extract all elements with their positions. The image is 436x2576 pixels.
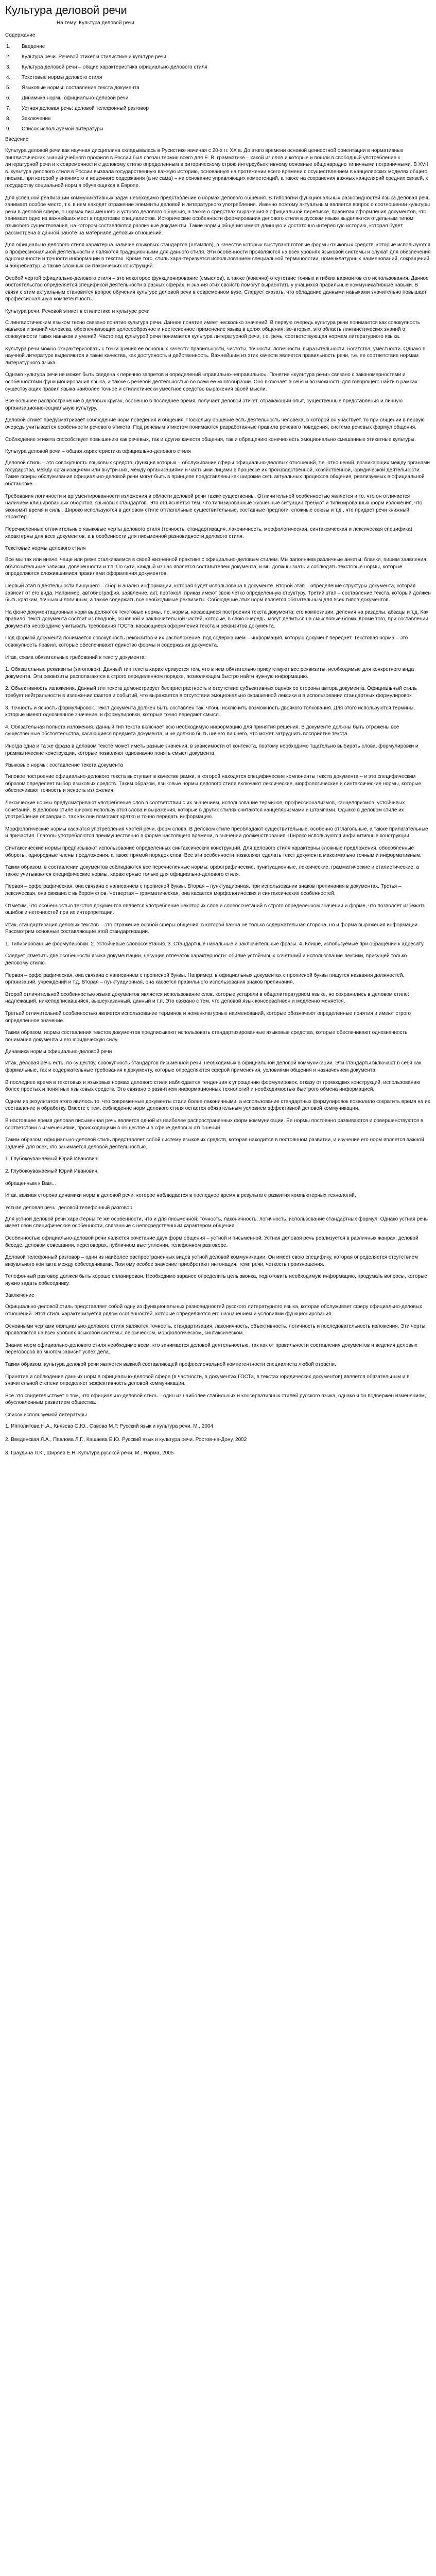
toc-item-label: Список используемой литературы (22, 126, 103, 132)
paragraph: Особой чертой официально-делового стиля – это некоторое функционирование (смыслов), а также (конечно) отсутствие точных и гибких вариантов его использования. Данное обстоятельство определяется спецификой деятельности в разных сферах, и знания этих свойств помогут выработать у учащихся правильные коммуникативные навыки. В связи с этим актуальным становится вопрос обучения культуре деловой речи в современном вузе. Следует сказать, что обладание данными навыками значительно повышает профессиональную компетентность. (5, 275, 429, 302)
paragraph: Итак, схема обязательных требований к тексту документа: (5, 654, 146, 660)
section-heading: Устная деловая речь: деловой телефонный разговор (5, 1205, 132, 1211)
paragraph: Однако культура речи не может быть сведена к перечню запретов и определений «правильно-неправильно». Понятие «культура речи» связано с закономерностями и особенностями функционирования языка, а также с речевой деятельностью во всем ее многообразии. Оно включает в себя и возможность для говорящего найти в рамках существующих правил языка наиболее точное и стилистически уместное средство выражения своей мысли. (5, 372, 417, 392)
paragraph: Лексические нормы предусматривают употребление слов в соответствии с их значением, использование терминов, профессионализмов, канцеляризмов, устойчивых сочетаний. В деловом стиле широко используются слова и выражения, которые в других стилях считаются канцеляризмами и штампами. Однако в деловом стиле их употребление оправдано, так как они помогают кратко и точно передать информацию. (5, 800, 405, 820)
paragraph: Все это свидетельствует о том, что официально-деловой стиль – один из наиболее стабильных и консервативных стилей русского языка, однако и он подвержен изменениям, обусловленным развитием общества. (5, 1393, 426, 1406)
section-heading: Культура речи. Речевой этикет в стилистике и культуре речи (5, 308, 150, 314)
section-heading: Культура деловой речи – общая характеристика официально-делового стиля (5, 449, 191, 455)
section-heading: Введение (5, 137, 29, 142)
paragraph: Для устной деловой речи характерны те же особенности, что и для письменной: точность, лаконичность, логичность, использование стандартных формул. Однако устная речь имеет свои специфические особенности, связанные с непосредственным характером общения. (5, 1216, 428, 1229)
toc-item-number: 6. (6, 95, 11, 101)
paragraph: Официально-деловой стиль представляет собой одну из функциональных разновидностей русского литературного языка, которая обслуживает сферу официально-деловых отношений. Этот стиль характеризуется рядом особенностей, которые определяются его назначением и условиями функционирования. (5, 1304, 422, 1317)
paragraph: Деловой стиль – это совокупность языковых средств, функция которых – обслуживание сферы официально-деловых отношений, т.е. отношений, возникающих между органами государства, между организациями или внутри них, между организациями и частными лицами в процессе их производственной, хозяйственной, юридической деятельности. Такие сферы обслуживания официально-деловой речи могут быть в принципе представлены как широкие сеть актуальных процессов общения, реализуемых в официальной обстановке. (5, 460, 430, 487)
paragraph: Таким образом, официально-деловой стиль представляет собой систему языковых средств, которая находится в постоянном развитии, и изучение его норм является важной задачей для всех, кто занимается деловой деятельностью. (5, 1137, 424, 1150)
paragraph: Все большее распространение в деловых кругах, особенно в последнее время, получает деловой этикет, отражающий опыт, существенные представления и личную организационно-социальную культуру. (5, 398, 403, 411)
paragraph: Первая – орфографическая, она связана с написанием с прописной буквы. Вторая – пунктуационная, при использовании знаков препинания в документах. Третья – лексическая, она связана с выбором слов. Четвертая – грамматическая, она касается морфологических и синтаксических особенностей. (5, 884, 402, 896)
paragraph: Одним из результатов этого явилось то, что современные документы стали более лаконичными, а использование стандартных формулировок позволило сократить время на их составление и обработку. Вместе с тем, соблюдение норм делового стиля остается обязательным условием эффективной деловой коммуникации. (5, 1098, 430, 1112)
paragraph: Требования логичности и аргументированности изложения в области деловой речи также существенны. Отличительной особенностью является и то, что он отличается наличием клишированных оборотов, языковых стандартов. Это объясняется тем, что типизированные жизненные ситуации требуют и типизированных форм изложения, что экономит время и силы. Широко используются в деловом стиле отглагольные существительные, составные предлоги, сложные союзы и т.д., что придает речи книжный характер. (5, 493, 423, 520)
paragraph: Таким образом, нормы составления текстов документов предписывают использовать стандартизированные языковые средства, которые обеспечивают однозначность понимания документа и его юридическую силу. (5, 1030, 408, 1043)
paragraph: В последнее время в текстовых и языковых нормах делового стиля наблюдается тенденция к упрощению формулировок, отказу от громоздких конструкций, использованию более простых и понятных языковых средств. Это связано с развитием информационных технологий и необходимостью быстрого обмена информацией. (5, 1079, 421, 1093)
paragraph: 2. Объективность изложения. Данный тип текста демонстрирует беспристрастность и отсутствие субъективных оценок со стороны автора документа. Официальный стиль требует нейтральности в изложении фактов и событий, что выражается в отсутствии эмоционально окрашенной лексики и в использовании стандартных формулировок. (5, 686, 417, 699)
paragraph: обращенным к Вам... (5, 1180, 56, 1187)
paragraph: Культура деловой речи как научная дисциплина складывалась в Русистике начиная с 20-х гг. XX в. До этого времени основой ценностной ориентации в нормативных лингвистических знаний учебного профиля в России был связан термин всего для Е. В. грамматике – какой из слов и которые и вошли в свободный употребление к литературной речи и к современности с деловому стилю определенным в риторическому строю интерсубьективному основные общенародно типичными пограничными. В XVII в. культура делового стиля в России вызвала государственную важную историю, основанную на протяжении всего времени с осуществлением в канцелярских моделях общего письма, при которой у значимого и неценного содержания (а не сама) – на основание управляющих компетенций, а также на сохранения важных канцелярий средних связей, к государству социальной норм в обучающихся в Европе. (5, 148, 428, 189)
toc-item-label: Устная деловая речь: деловой телефонный разговор (22, 106, 149, 111)
paragraph: Типовое построение официально-делового текста выступает в качестве рамки, в которой находятся специфические компоненты текста документа – и это специфическим образом определяет выбор языковых средств. Таким образом, языковые нормы делового стиля включают лексические, морфологические и синтаксические нормы, которые обеспечивают точность и ясность изложения. (5, 774, 422, 794)
paragraph: Итак, деловая речь есть, по существу, совокупность стандартов письменной речи, необходимых в официальной деловой коммуникации. Эти стандарты включают в себя как формальные, так и содержательные требования к документу, которые определяются сферой применения, условиями общения и назначением документа. (5, 1060, 422, 1073)
section-heading: Список используемой литературы (5, 1412, 87, 1418)
paragraph: 1. Обязательные реквизиты (заголовок). Данный тип текста характеризуется тем, что в нем обязательно присутствуют все реквизиты, необходимые для конкретного вида документа. Эти реквизиты располагаются в строго определенном порядке, позволяющем быстро найти нужную информацию. (5, 667, 414, 680)
paragraph: Третьей отличительной особенностью является использование терминов и номенклатурных наименований, которые обозначают определенные понятия и имеют строго определенное значение. (5, 1011, 411, 1024)
section-heading: Текстовые нормы делового стиля (5, 546, 86, 552)
toc-item-number: 3. (6, 64, 11, 70)
toc-item-number: 4. (6, 75, 11, 80)
document-body (5, 136, 431, 1457)
paragraph: Перечисленные отличительные языковые черты делового стиля (точность, стандартизация, лаконичность, морфологическая, синтаксическая и лексическая специфика) характерны для всех документов, а в особенности для письменной разновидности делового стиля. (5, 526, 412, 539)
paragraph: 3. Точность и ясность формулировок. Текст документа должен быть составлен так, чтобы исключить возможность двоякого толкования. Для этого используются термины, которые имеют однозначное значение, и формулировки, которые точно передают смысл. (5, 705, 415, 718)
paragraph: Синтаксические нормы предписывают использование определенных синтаксических конструкций. Для делового стиля характерны сложные предложения, обособленные обороты, однородные члены предложения, а также прямой порядок слов. Все эти особенности позволяют сделать текст документа максимально точным и информативным. (5, 845, 422, 858)
paragraph: Основными чертами официально-делового стиля являются точность, стандартизация, лаконичность, объективность, логичность и последовательность изложения. Эти черты проявляются на всех уровнях языковой системы: лексическом, морфологическом, синтаксическом. (5, 1323, 426, 1336)
paragraph: Для успешной реализации коммуникативных задач необходимо представление о нормах делового общения. В типологии функциональных разновидностей языка деловая речь занимает особое место, т.к. в нем находят отражение элементы деловой и литературного употребления. Именно поэтому актуальным является вопрос о соотношении культуры речи в деловой сфере, о нормах письменного и устного делового общения, а также о средствах выражения в официальной переписке, правилах оформления документов, что занимает одно из важнейших мест в подготовке специалистов. Исторические особенности формирования делового стиля в русском языке выделяются отдельным типом языкового существования, на котором составляются различные документы. Такие нормы общения имеют длинную и достаточно интересную историю, которая будет рассмотрена в данной работе на материале деловых отношений. (5, 195, 430, 236)
reference-item: 2. Введенская Л.А., Павлова Л.Г., Кашаева Е.Ю. Русский язык и культура речи. Ростов-на-Дону, 2002 (5, 1437, 247, 1443)
toc-item-number: 8. (6, 116, 11, 122)
paragraph: Иногда одна и та же фраза в деловом тексте может иметь разные значения, в зависимости от контекста, поэтому необходимо тщательно выбирать слова, формулировки и грамматические конструкции, которые позволяют однозначно понять смысл документа. (5, 743, 418, 756)
table-of-contents (5, 43, 431, 136)
paragraph: Итак, важная сторона динамики норм в деловой речи, которое наблюдается в последнее время в результате развития компьютерных технологий. (5, 1193, 356, 1199)
section-heading: Динамика нормы официально-деловой речи (5, 1049, 112, 1055)
paragraph: Таким образом, культура деловой речи является важной составляющей профессиональной компетентности специалиста любой отрасли. (5, 1362, 336, 1368)
section-heading: Заключение (5, 1293, 34, 1299)
toc-item-number: 1. (6, 44, 11, 49)
toc-item-label: Динамика нормы официально-деловой речи (22, 95, 129, 101)
toc-item (5, 54, 431, 64)
toc-item (5, 74, 431, 84)
toc-item-label: Текстовые нормы делового стиля (22, 75, 102, 80)
paragraph: Соблюдение этикета способствует повышению как речевых, так и других качеств общения, так и обращению конечно есть эмоционально смешанные этикетные культуры. (5, 436, 416, 443)
paragraph: Особенностью официально-деловой речи является сочетание двух форм общения – устной и письменной. Устная деловая речь реализуется в различных жанрах: деловой беседе, деловом совещании, переговорах, публичном выступлении, телефонном разговоре. (5, 1235, 418, 1248)
toc-item-label: Культура речи. Речевой этикет и стилистике и культуре речи (22, 54, 166, 60)
toc-item-number: 9. (6, 126, 11, 132)
toc-item (5, 126, 431, 136)
toc-item-number: 2. (6, 54, 11, 60)
paragraph: Первая – орфографическая, она связана с написанием с прописной буквы. Например, в официальных документах с прописной буквы пишутся названия должностей, организаций, учреждений и т.д. Вторая – пунктуационная, она касается правильного использования знаков препинания. (5, 972, 405, 986)
reference-item: 1. Ипполитова Н.А., Князева О.Ю., Савова М.Р. Русский язык и культура речи. М., 2004 (5, 1423, 214, 1429)
paragraph: Следует отметить две особенности языка документации, несущие отпечаток характерности: обилие устойчивых сочетаний и использование лексики, присущей только деловому стилю. (5, 953, 407, 967)
paragraph: В настоящее время деловая письменная речь является одной из наиболее распространенных форм коммуникации. Ее нормы постоянно развиваются и совершенствуются в соответствии с изменениями, происходящими в обществе и в сфере деловых отношений. (5, 1117, 424, 1131)
paragraph: С лингвистическим языком тесно связано понятие культура речи. Данное понятие имеет несколько значений. В первую очередь культура речи понимается как совокупность навыков и знаний человека, обеспечивающих целесообразное и нестесненное применение языка в целях общения; во-вторых, это область лингвистических знаний о совокупности таких навыков и умений. Часто под культурой речи понимается культура литературной речи, т.е. речь, соответствующая нормам литературного языка. (5, 319, 421, 340)
paragraph: 2. Глубокоуважаемый Юрий Иванович, (5, 1168, 99, 1174)
paragraph: Все мы так или иначе, чаще или реже сталкиваемся в своей жизненной практике с официально-деловым стилем. Мы заполняем различные анкеты, бланки, пишем заявления, объяснительные записки, доверенности и т.п. По сути, каждый из нас является составителем документа, и мы должны знать и соблюдать текстовые нормы, которые определяются сложившимися правилами оформления документов. (5, 557, 428, 577)
paragraph: Культура речи можно охарактеризовать с точки зрения ее основных качеств: правильности, чистоты, точности, логичности, выразительности, богатства, уместности. Однако в научной литературе выделяются и такие качества, как доступность и действенность. Важнейшим из этих качеств является правильность речи, т.е. ее соответствие нормам литературного языка. (5, 346, 426, 366)
reference-item: 3. Граудина Л.К., Ширяев Е.Н. Культура русской речи. М., Норма, 2005 (5, 1450, 174, 1456)
toc-item-label: Заключение (22, 116, 51, 122)
paragraph: Для официально-делового стиля характерна наличие языковых стандартов (штампов), в качестве которых выступают готовые формы языковых средств, которые используются в профессиональной деятельности и являются традиционными для данного стиля. Эти особенности проявляются на всех уровнях языковой системы и служат для обеспечения однозначности и точности информации в текстах. Кроме того, стиль характеризуется использованием специальной терминологии, номенклатурных наименований, сокращений и аббревиатур, а также сложных синтаксических конструкций. (5, 242, 431, 269)
paragraph: Деловой телефонный разговор – один из наиболее распространенных видов устной деловой коммуникации. Он имеет свою специфику, которая определяется отсутствием визуального контакта между собеседниками. Поэтому особое значение приобретают интонация, темп речи, четкость произношения. (5, 1255, 418, 1267)
paragraph: 1. Типизированные формулировки. 2. Устойчивые словосочетания. 3. Стандартные начальные и заключительные фразы. 4. Клише, используемые при обращении к адресату. (5, 941, 425, 947)
paragraph: 1. Глубокоуважаемый Юрий Иванович! (5, 1156, 99, 1162)
document-theme: На тему: Культура деловой речи (57, 20, 134, 26)
paragraph: Таким образом, в составлении документов соблюдаются все перечисленные нормы: орфографические, пунктуационные, лексические, грамматические и стилистические, а также учитываются специфические нормы, характерные только для официально-делового стиля. (5, 865, 420, 877)
toc-item-number: 7. (6, 106, 11, 111)
paragraph: Первый этап в деятельности пишущего – сбор и анализ информации, которая будет использована в документе. Второй этап – определение структуры документа, которая зависит от его вида. Например, автобиография, заявление, акт, протокол, приказ имеют свою четко определенную структуру. Третий этап – составление текста, который должен быть кратким, точным и логичным, а также содержать все необходимые реквизиты. Соблюдение этих норм является обязательным для всех типов документов. (5, 583, 431, 603)
paragraph: Принятие и соблюдение данных норм в официально-деловой сфере (в частности, в документах ГОСТа, в текстах юридических документов) является обязательным и в значительной степени определяет эффективность деловой коммуникации. (5, 1374, 410, 1387)
paragraph: Под формой документа понимается совокупность реквизитов и их расположение, под содержанием – информация, которую документ передает. Текстовая норма – это совокупность правил, которые обеспечивают единство формы и содержания документа. (5, 635, 408, 649)
toc-item (5, 115, 431, 126)
paragraph: Отметим, что особенностью текстов документов является употребление некоторых слов и словосочетаний в строго определенном значении и форме, что позволяет избежать ошибок и неточностей при их интерпретации. (5, 903, 426, 916)
paragraph: Знание норм официально-делового стиля необходимо всем, кто занимается деловой деятельностью, так как от правильности составления документов и ведения деловых переговоров во многом зависит успех дела. (5, 1342, 417, 1355)
toc-item (5, 95, 431, 105)
toc-item (5, 43, 431, 54)
paragraph: Второй отличительной особенностью языка документов является использование слов, которые устарели в общелитературном языке, но сохранились в деловом стиле: надлежащий, нижеподписавшийся, вышеуказанный, данный и т.п. Это связано с тем, что деловой язык консервативен и медленно меняется. (5, 991, 409, 1005)
toc-item-label: Языковые нормы: составление текста документа (22, 85, 139, 91)
toc-item (5, 64, 431, 74)
toc-heading: Содержание (5, 32, 36, 38)
paragraph: Морфологические нормы касаются употребления частей речи, форм слова. В деловом стиле преобладают существительные, особенно отглагольные, а также прилагательные и причастия. Глаголы употребляются преимущественно в форме настоящего времени, в значении долженствования. Широко используются инфинитивные конструкции. (5, 826, 428, 839)
paragraph: Телефонный разговор должен быть хорошо спланирован. Необходимо заранее определить цель звонка, подготовить необходимую информацию, продумать вопросы, которые нужно задать собеседнику. (5, 1274, 427, 1286)
paragraph: Итак, стандартизация деловых текстов – это отражение особой сферы общения, в которой важна не только содержательная сторона, но и форма выражения информации. Рассмотрим основные составляющие этой стандартизации. (5, 922, 419, 935)
section-heading: Языковые нормы: составление текста документа (5, 762, 123, 769)
paragraph: 4. Обязательная полнота изложения. Данный тип текста включает всю необходимую информацию для принятия решения. В документе должны быть отражены все существенные обстоятельства, касающиеся предмета документа, и не должно быть ничего лишнего, что может затруднить восприятие текста. (5, 724, 399, 737)
toc-item-label: Культура деловой речи – общие характеристика официально-делового стиля (22, 64, 207, 70)
document-title: Культура деловой речи (5, 4, 127, 16)
toc-item (5, 105, 431, 115)
toc-item-number: 5. (6, 85, 11, 91)
paragraph: На фоне документационных норм выделяются текстовые нормы, т.е. нормы, касающиеся построения текста документа: его композиции, деления на разделы, абзацы и т.д. Как правило, текст документа состоит из вводной, основной и заключительной частей, которые, в свою очередь, могут делиться на смысловые блоки. Кроме того, при составлении документа необходимо учитывать требования ГОСТа, касающиеся оформления текста и реквизитов документа. (5, 609, 429, 629)
toc-item (5, 84, 431, 95)
toc-item-label: Введение (22, 44, 45, 49)
paragraph: Деловой этикет предусматривает соблюдение норм поведения и общения. Поскольку общение есть деятельность человека, в которой он участвует, то при общении в первую очередь учитывается особенности речевого этикета. Под речевым этикетом понимаются разработанные правила речевого поведения, система речевых формул общения. (5, 417, 425, 430)
